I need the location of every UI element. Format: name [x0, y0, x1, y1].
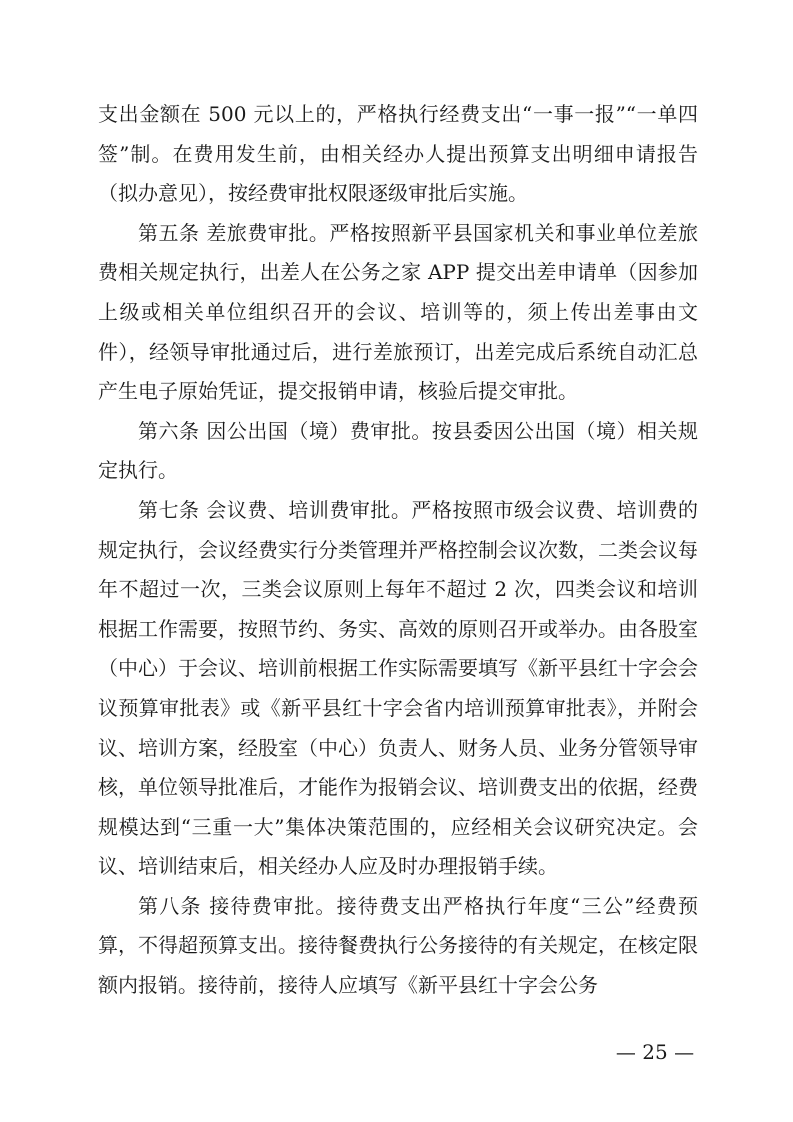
paragraph-article-6: 第六条 因公出国（境）费审批。按县委因公出国（境）相关规定执行。: [98, 418, 698, 483]
paragraph-article-7: 第七条 会议费、培训费审批。严格按照市级会议费、培训费的规定执行，会议经费实行分类管理并严格控制会议次数，二类会议每年不超过一次，三类会议原则上每年不超过 2 次，四类会议和培训根据工作需要，按照节约、务实、高效的原则召开或举办。由各股室（中心）于会议、培训前根据工作实际需要填写《新平县红十字会会议预算审批表》或《新平县红十字会省内培训预算审批表》，并附会议、培训方案，经股室（中心）负责人、财务人员、业务分管领导审核，单位领导批准后，才能作为报销会议、培训费支出的依据，经费规模达到“三重一大”集体决策范围的，应经相关会议研究决定。会议、培训结束后，相关经办人应及时办理报销手续。: [98, 497, 698, 879]
paragraph-continuation: 支出金额在 500 元以上的，严格执行经费支出“一事一报”“一单四签”制。在费用发生前，由相关经办人提出预算支出明细申请报告（拟办意见），按经费审批权限逐级审批后实施。: [98, 102, 698, 206]
paragraph-article-5: 第五条 差旅费审批。严格按照新平县国家机关和事业单位差旅费相关规定执行，出差人在公务之家 APP 提交出差申请单（因参加上级或相关单位组织召开的会议、培训等的，须上传出差事由文件），经领导审批通过后，进行差旅预订，出差完成后系统自动汇总产生电子原始凭证，提交报销申请，核验后提交审批。: [98, 220, 698, 404]
document-body: [98, 95, 698, 1006]
page-number: — 25 —: [615, 1040, 695, 1064]
paragraph-article-8: 第八条 接待费审批。接待费支出严格执行年度“三公”经费预算，不得超预算支出。接待餐费执行公务接待的有关规定，在核定限额内报销。接待前，接待人应填写《新平县红十字会公务: [98, 893, 698, 998]
